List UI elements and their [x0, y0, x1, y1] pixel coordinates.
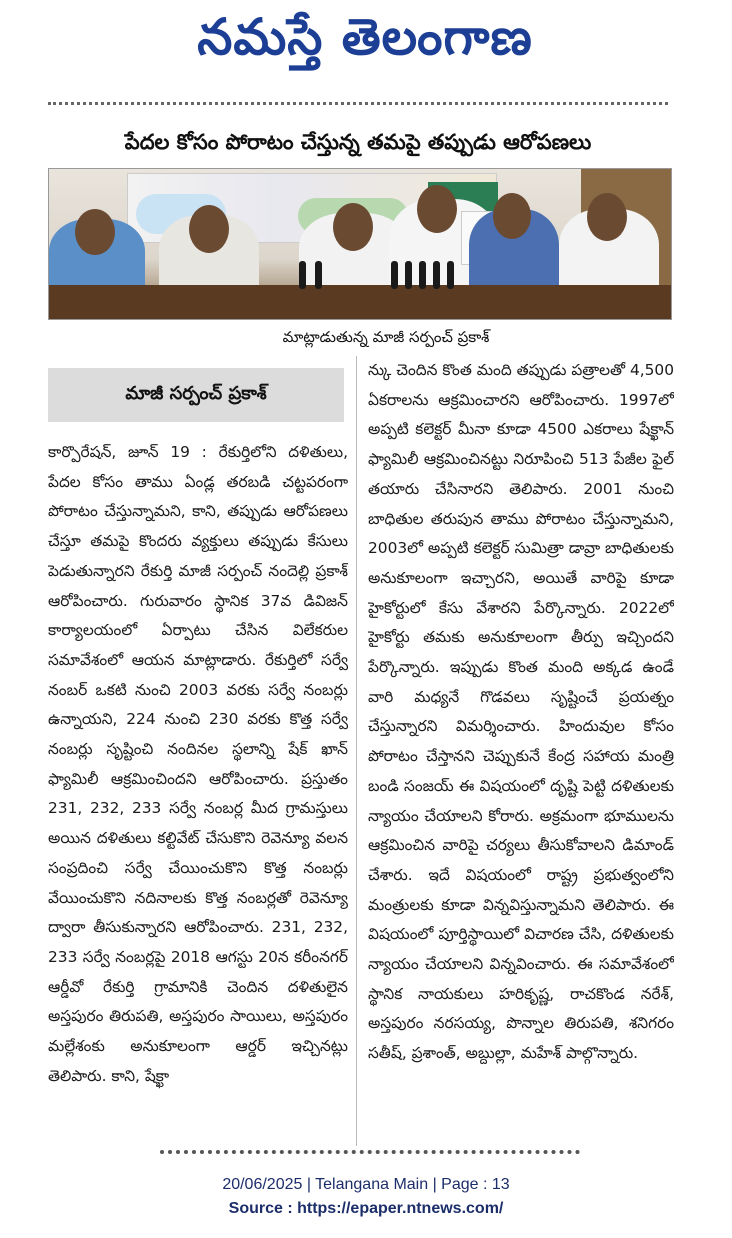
microphone [447, 261, 454, 289]
microphone [315, 261, 322, 289]
article-photo [48, 168, 672, 320]
photo-caption: మాట్లాడుతున్న మాజీ సర్పంచ్ ప్రకాశ్ [282, 328, 490, 346]
article-headline: పేదల కోసం పోరాటం చేస్తున్న తమపై తప్పుడు ఆరోపణలు [124, 130, 592, 154]
press-table [49, 285, 671, 319]
microphone [391, 261, 398, 289]
person-1-head [75, 209, 115, 255]
cut-off-text-line [48, 96, 668, 106]
column-divider [356, 356, 357, 1146]
footer-date-line: 20/06/2025 | Telangana Main | Page : 13 [222, 1176, 510, 1193]
person-3-head [333, 203, 373, 251]
microphone [405, 261, 412, 289]
article-body-left-column: కార్పొరేషన్, జూన్ 19 : రేకుర్తిలోని దళితులు, పేదల కోసం తాము ఏండ్ల తరబడి చట్టపరంగా పోరాటం చేస్తున్నామని, కాని, తప్పుడు ఆరోపణలు చేస్తూ తమపై కొందరు వ్యక్తులు తప్పుడు కేసులు పెడుతున్నారని రేకుర్తి మాజీ సర్పంచ్ నందెల్లి ప్రకాశ్ ఆరోపించారు. గురువారం స్థానిక 37వ డివిజన్ కార్యాలయంలో ఏర్పాటు చేసిన విలేకరుల సమావేశంలో ఆయన మాట్లాడారు. రేకుర్తిలో సర్వే నంబర్ ఒకటి నుంచి 2003 వరకు సర్వే నంబర్లు ఉన్నాయని, 224 నుంచి 230 వరకు కొత్త సర్వే నంబర్లు సృష్టించి నందినల స్థలాన్ని షేక్ ఖాన్ ఫ్యామిలీ ఆక్రమించిందని ఆరోపించారు. ప్రస్తుతం 231, 232, 233 సర్వే నంబర్ల మీద గ్రామస్తులు అయిన దళితులు కల్టివేట్ చేసుకొని రెవెన్యూ వలన సంప్రదించి సర్వే చేయించుకొని కొత్త నంబర్లు వేయించుకొని నదినాలకు కొత్త నంబర్లతో రెవెన్యూ ద్వారా తీసుకున్నారని ఆరోపించారు. 231, 232, 233 సర్వే నంబర్లపై 2018 ఆగస్టు 20న కరీంనగర్ ఆర్డీవో రేకుర్తి గ్రామానికి చెందిన దళితులైన అస్తపురం తిరుపతి, అస్తపురం సాయిలు, అస్తపురం మల్లేశంకు అనుకూలంగా ఆర్డర్ ఇచ్చినట్లు తెలిపారు. కాని, షేక్ఖా [48, 443, 348, 1085]
microphone [419, 261, 426, 289]
article-subhead: మాజీ సర్పంచ్ ప్రకాశ్ [48, 368, 344, 422]
microphone [299, 261, 306, 289]
article-body-right-column: న్కు చెందిన కొంత మంది తప్పుడు పత్రాలతో 4,500 ఏకరాలను ఆక్రమించారని ఆరోపించారు. 1997లో అప్పటి కలెక్టర్ మీనా కూడా 4500 ఎకరాలు షేక్ఖాన్ ఫ్యామిలీ ఆక్రమించినట్టు నిరూపించి 513 పేజీల ఫైల్ తయారు చేసినారని తెలిపారు. 2001 నుంచి బాధితుల తరుపున తాము పోరాటం చేస్తున్నామని, 2003లో అప్పటి కలెక్టర్ సుమిత్రా డావ్రా బాధితులకు అనుకూలంగా ఇచ్చారని, అయితే వారిపై కూడా హైకోర్టులో కేసు వేశారని పేర్కొన్నారు. 2022లో హైకోర్టు తమకు అనుకూలంగా తీర్పు ఇచ్చిందని పేర్కొన్నారు. ఇప్పుడు కొంత మంది అక్కడ ఉండే వారి మధ్యనే గొడవలు సృష్టించే ప్రయత్నం చేస్తున్నారని విమర్శించారు. హిందువుల కోసం పోరాటం చేస్తానని చెప్పుకునే కేంద్ర సహాయ మంత్రి బండి సంజయ్ ఈ విషయంలో దృష్టి పెట్టి దళితులకు న్యాయం చేయాలని కోరారు. అక్రమంగా భూములను ఆక్రమించిన వారిపై చర్యలు తీసుకోవాలని డిమాండ్ చేశారు. ఇదే విషయంలో రాష్ట్ర ప్రభుత్వంలోని మంత్రులకు కూడా విన్నవిస్తున్నామని తెలిపారు. ఈ విషయంలో పూర్తిస్థాయిలో విచారణ చేసి, దళితులకు న్యాయం చేయాలని విన్నవించారు. ఈ సమావేశంలో స్థానిక నాయకులు హరికృష్ణ, రాచకొండ నరేశ్, అస్తపురం నరసయ్య, పొన్నాల తిరుపతి, శనిగరం సతీష్, ప్రశాంత్, అబ్దుల్లా, మహేశ్ పాల్గొన్నారు. [368, 361, 674, 1063]
person-5-head [493, 193, 531, 239]
newspaper-masthead: నమస్తే తెలంగాణ [197, 7, 533, 66]
person-6-head [587, 193, 627, 241]
person-2-head [189, 205, 229, 253]
footer-source-link[interactable]: Source : https://epaper.ntnews.com/ [228, 1200, 504, 1217]
microphone [433, 261, 440, 289]
cut-off-text-line-bottom [160, 1150, 580, 1158]
person-4-head [417, 185, 457, 233]
